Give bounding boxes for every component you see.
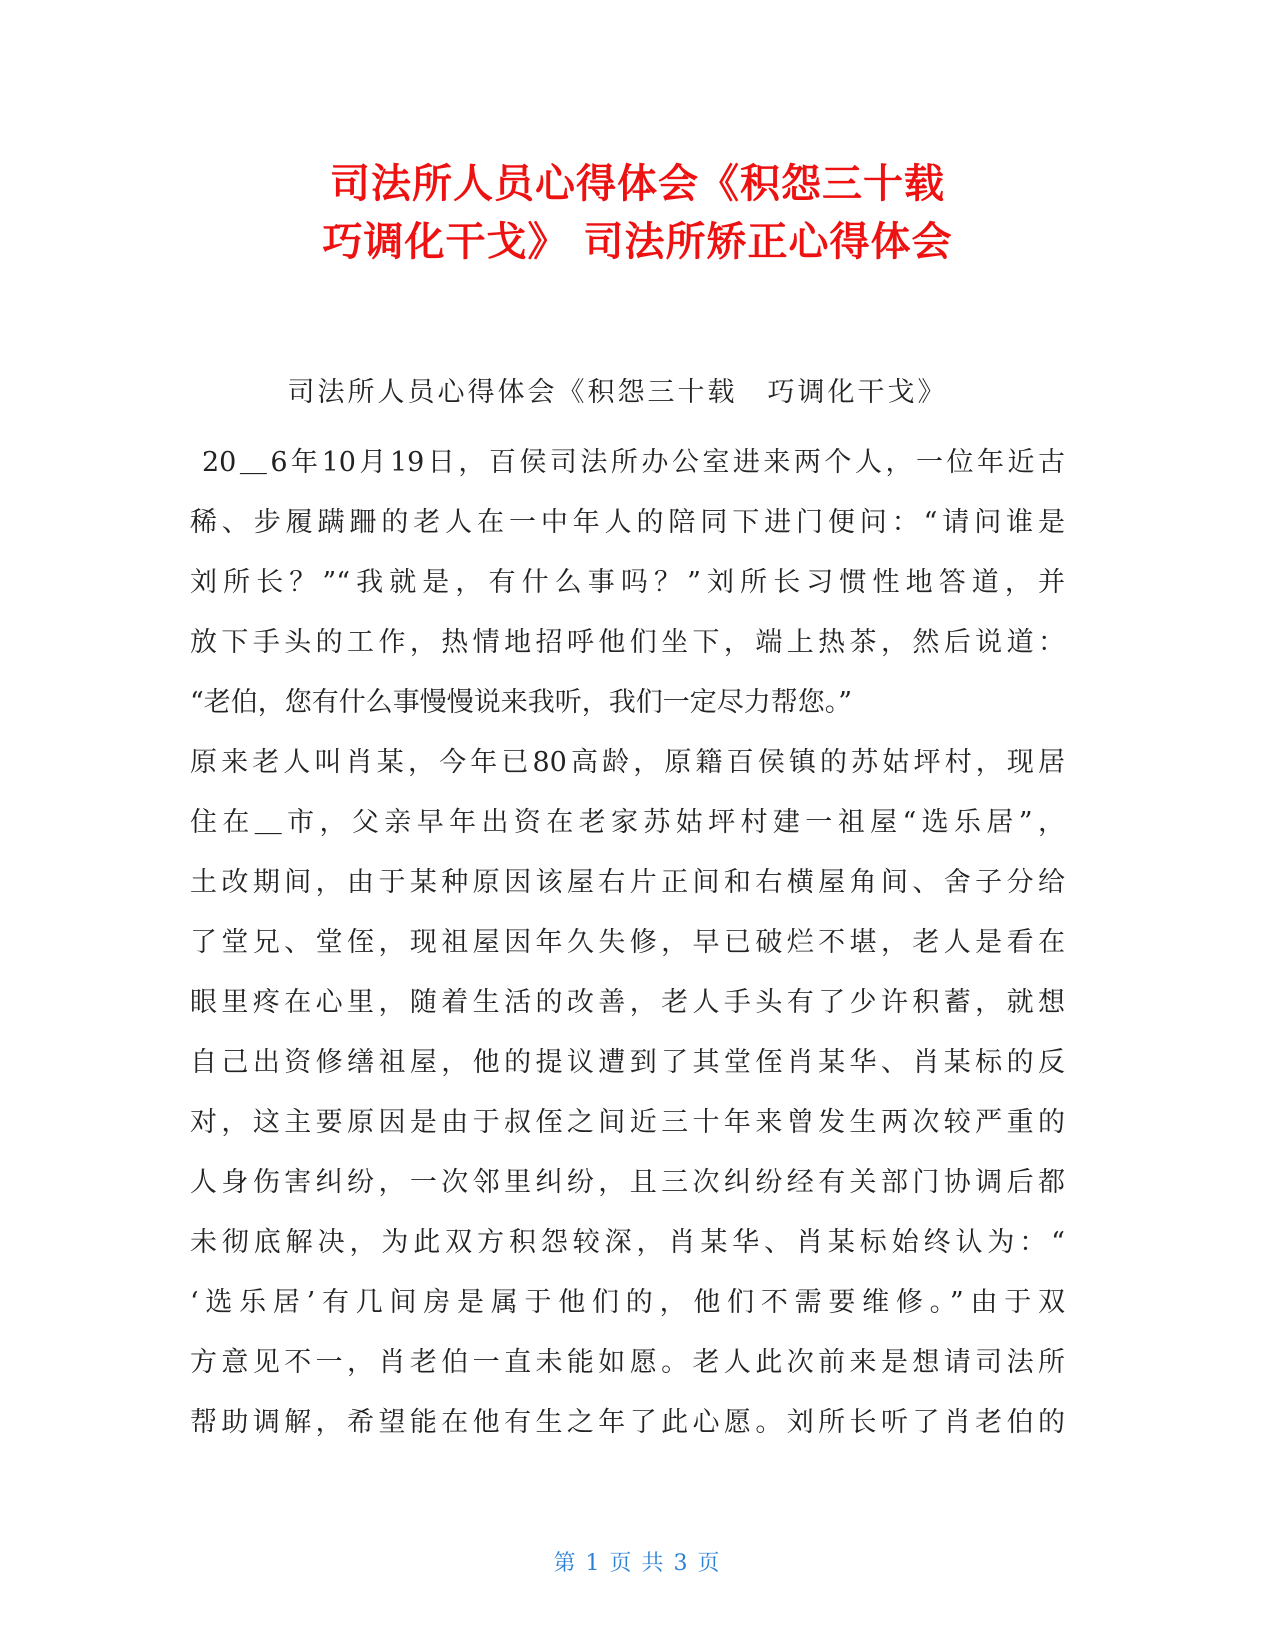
body-text	[190, 433, 1065, 1453]
body-line: 方意见不一，肖老伯一直未能如愿。老人此次前来是想请司法所	[190, 1347, 1065, 1378]
body-line: 刘所长？”“我就是，有什么事吗？”刘所长习惯性地答道，并	[190, 567, 1065, 598]
body-line: 对，这主要原因是由于叔侄之间近三十年来曾发生两次较严重的	[190, 1107, 1065, 1138]
body-line: 眼里疼在心里，随着生活的改善，老人手头有了少许积蓄，就想	[190, 987, 1065, 1018]
page-unit: 页	[609, 1551, 634, 1576]
body-line: 了堂兄、堂侄，现祖屋因年久失修，早已破烂不堪，老人是看在	[190, 927, 1065, 958]
body-line: 原来老人叫肖某，今年已80高龄，原籍百侯镇的苏姑坪村，现居	[190, 747, 1065, 778]
total-label: 共	[641, 1551, 666, 1576]
total-unit: 页	[697, 1551, 722, 1576]
body-line: 放下手头的工作，热情地招呼他们坐下，端上热茶，然后说道：	[190, 627, 1065, 658]
subtitle: 司法所人员心得体会《积怨三十载 巧调化干戈》	[287, 377, 948, 408]
title-line-2: 巧调化干戈》 司法所矫正心得体会	[322, 219, 953, 265]
body-line: 人身伤害纠纷，一次邻里纠纷，且三次纠纷经有关部门协调后都	[190, 1167, 1065, 1198]
page-label: 第	[553, 1551, 578, 1576]
document-title	[0, 155, 1275, 271]
title-line-1: 司法所人员心得体会《积怨三十载	[330, 161, 945, 207]
total-pages-number: 3	[673, 1551, 690, 1576]
body-line: 住在＿市，父亲早年出资在老家苏姑坪村建一祖屋“选乐居”，	[190, 807, 1065, 838]
body-line: ‘选乐居’有几间房是属于他们的，他们不需要维修。”由于双	[190, 1287, 1065, 1318]
body-line: 20＿6年10月19日，百侯司法所办公室进来两个人，一位年近古	[202, 447, 1065, 478]
body-line: 自己出资修缮祖屋，他的提议遭到了其堂侄肖某华、肖某标的反	[190, 1047, 1065, 1078]
body-line: “老伯，您有什么事慢慢说来我听，我们一定尽力帮您。”	[190, 687, 853, 718]
body-line: 土改期间，由于某种原因该屋右片正间和右横屋角间、舍子分给	[190, 867, 1065, 898]
page-footer	[0, 1546, 1275, 1577]
body-line: 未彻底解决，为此双方积怨较深，肖某华、肖某标始终认为：“	[190, 1227, 1065, 1258]
current-page-number: 1	[585, 1551, 602, 1576]
body-line: 稀、步履蹒跚的老人在一中年人的陪同下进门便问：“请问谁是	[190, 507, 1065, 538]
body-line: 帮助调解，希望能在他有生之年了此心愿。刘所长听了肖老伯的	[190, 1407, 1065, 1438]
